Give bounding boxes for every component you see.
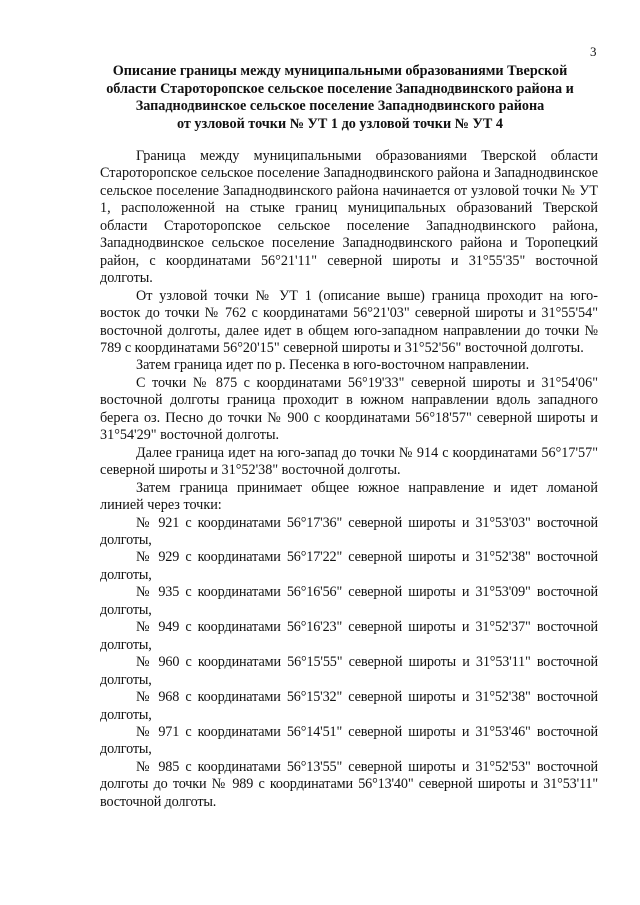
point-item: № 971 с координатами 56°14'51" северной широты и 31°53'46" восточной долготы, [100,723,598,758]
paragraph-river-pesenka: Затем граница идет по р. Песенка в юго-восточном направлении. [136,357,530,374]
document-body [100,148,598,811]
title-line: Описание границы между муниципальными образованиями Тверской [112,63,568,79]
point-item: № 968 с координатами 56°15'32" северной широты и 31°52'38" восточной долготы, [100,689,598,723]
paragraph-start-point: Граница между муниципальными образованиями Тверской области Старотoропское сельское поселение Западнодвинского района и Западнодвинское сельское поселение Западнодвинского района начинается от узловой точки № УТ 1, расположенной на стыке границ муниципальных образований Тверской области Старотoропское сельское поселение Западнодвинского района, Западнодвинское сельское поселение Западнодвинского района и Торопецкий район, с координатами 56°21'11" северной широты и 31°55'35" восточной долготы. [100,148,598,287]
title-line: Западнодвинское сельское поселение Западнодвинского района [135,98,545,115]
point-item: № 929 с координатами 56°17'22" северной широты и 31°52'38" восточной долготы, [100,549,598,583]
page-number: 3 [590,44,597,59]
paragraph-lake-pesno: С точки № 875 с координатами 56°19'33" северной широты и 31°54'06" восточной долготы граница проходит в южном направлении вдоль западного берега оз. Песно до точки № 900 с координатами 56°18'57" северной широты и 31°54'29" восточной долготы. [100,374,598,444]
point-item: № 935 с координатами 56°16'56" северной широты и 31°53'09" восточной долготы, [100,584,598,618]
title-line: от узловой точки № УТ 1 до узловой точки № УТ 4 [177,115,503,132]
point-item-final: № 985 с координатами 56°13'55" северной широты и 31°52'53" восточной долготы до точки № 989 с координатами 56°13'40" северной широты и 31°53'11" восточной долготы. [100,758,598,810]
paragraph-point-914: Далее граница идет на юго-запад до точки № 914 с координатами 56°17'57" северной широты и 31°52'38" восточной долготы. [100,444,598,479]
paragraph-route-762-789: От узловой точки № УТ 1 (описание выше) граница проходит на юго-восток до точки № 762 с координатами 56°21'03" северной широты и 31°55'54" восточной долготы, далее идет в общем юго-западном направлении до точки № 789 с координатами 56°20'15" северной широты и 31°52'56" восточной долготы. [100,287,598,356]
paragraph-broken-line-intro: Затем граница принимает общее южное направление и идет ломаной линией через точки: [100,479,598,514]
point-item: № 949 с координатами 56°16'23" северной широты и 31°52'37" восточной долготы, [100,619,598,653]
title-line: области Старотoропское сельское поселение Западнодвинского района и [106,80,574,97]
document-title [70,63,610,133]
point-item: № 921 с координатами 56°17'36" северной широты и 31°53'03" восточной долготы, [100,514,598,548]
point-item: № 960 с координатами 56°15'55" северной широты и 31°53'11" восточной долготы, [100,654,598,688]
